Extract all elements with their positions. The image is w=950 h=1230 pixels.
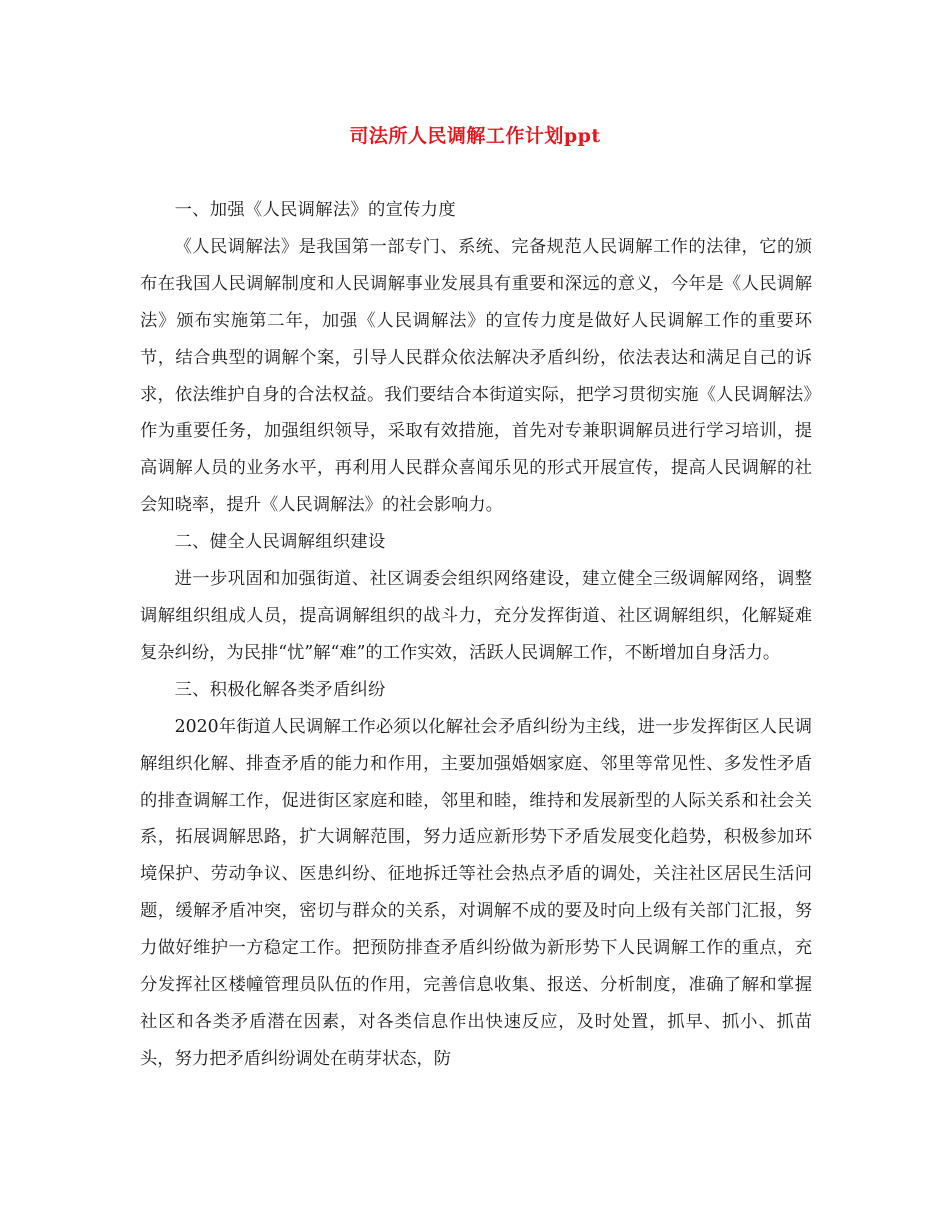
section-heading-2: 二、健全人民调解组织建设	[174, 532, 386, 553]
section-paragraph-3: 2020年街道人民调解工作必须以化解社会矛盾纠纷为主线，进一步发挥街区人民调解组织化解、排查矛盾的能力和作用，主要加强婚姻家庭、邻里等常见性、多发性矛盾的排查调解工作，促进街区家庭和睦，邻里和睦，维持和发展新型的人际关系和社会关系，拓展调解思路，扩大调解范围，努力适应新形势下矛盾发展变化趋势，积极参加环境保护、劳动争议、医患纠纷、征地拆迁等社会热点矛盾的调处，关注社区居民生活问题，缓解矛盾冲突，密切与群众的关系，对调解不成的要及时向上级有关部门汇报，努力做好维护一方稳定工作。把预防排查矛盾纠纷做为新形势下人民调解工作的重点，充分发挥社区楼幢管理员队伍的作用，完善信息收集、报送、分析制度，准确了解和掌握社区和各类矛盾潜在因素，对各类信息作出快速反应，及时处置，抓早、抓小、抓苗头，努力把矛盾纠纷调处在萌芽状态，防	[140, 716, 812, 1069]
section-heading-1: 一、加强《人民调解法》的宣传力度	[174, 200, 456, 220]
document-body	[140, 192, 812, 1078]
section-paragraph-1: 《人民调解法》是我国第一部专门、系统、完备规范人民调解工作的法律，它的颁布在我国人民调解制度和人民调解事业发展具有重要和深远的意义，今年是《人民调解法》颁布实施第二年，加强《人民调解法》的宣传力度是做好人民调解工作的重要环节，结合典型的调解个案，引导人民群众依法解决矛盾纠纷，依法表达和满足自己的诉求，依法维护自身的合法权益。我们要结合本街道实际，把学习贯彻实施《人民调解法》作为重要任务，加强组织领导，采取有效措施，首先对专兼职调解员进行学习培训，提高调解人员的业务水平，再利用人民群众喜闻乐见的形式开展宣传，提高人民调解的社会知晓率，提升《人民调解法》的社会影响力。	[140, 236, 812, 516]
section-paragraph-2: 进一步巩固和加强街道、社区调委会组织网络建设，建立健全三级调解网络，调整调解组织组成人员，提高调解组织的战斗力，充分发挥街道、社区调解组织，化解疑难复杂纠纷，为民排“忧”解“难”的工作实效，活跃人民调解工作，不断增加自身活力。	[140, 569, 812, 663]
document-title: 司法所人民调解工作计划ppt	[349, 125, 601, 147]
section-heading-3: 三、积极化解各类矛盾纠纷	[174, 679, 386, 700]
